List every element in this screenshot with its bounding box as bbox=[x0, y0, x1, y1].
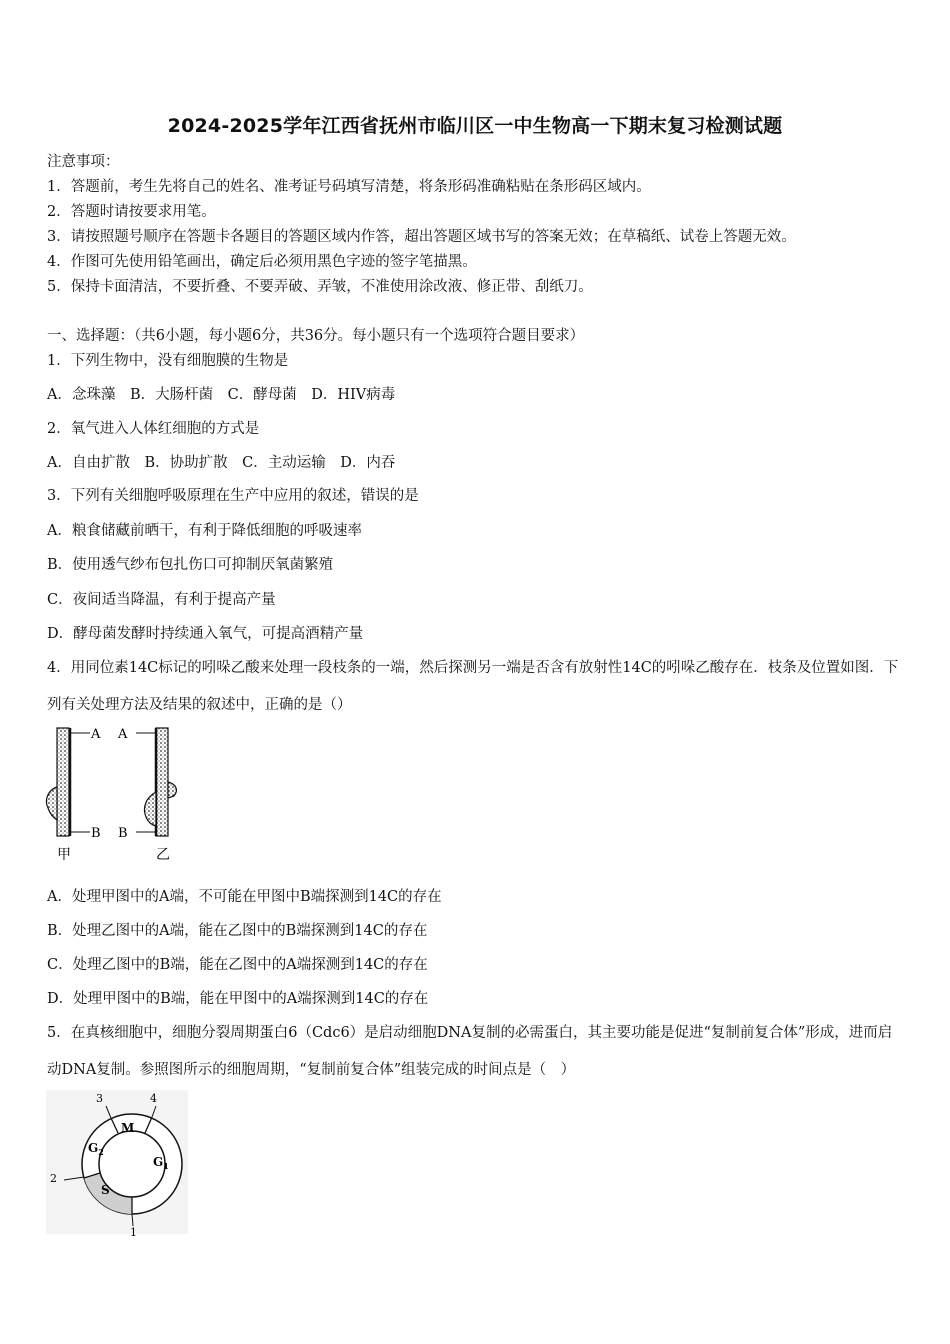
q5-stem: 5．在真核细胞中，细胞分裂周期蛋白6（Cdc6）是启动细胞DNA复制的必需蛋白，其主要功能是促进“复制前复合体”形成，进而启动DNA复制。参照图所示的细胞周期，“复制前复合体”组装完成的时间点是（ ） bbox=[47, 1025, 893, 1078]
q4-label-jia: 甲 bbox=[57, 847, 71, 863]
point-3-label: 3 bbox=[96, 1092, 103, 1105]
q3-option-a: A．粮食储藏前晒干，有利于降低细胞的呼吸速率 bbox=[47, 523, 362, 539]
q4-label-a-left: A bbox=[91, 727, 101, 742]
q4-branch-figure bbox=[40, 722, 190, 867]
point-2-label: 2 bbox=[50, 1172, 57, 1185]
branch-yi bbox=[136, 728, 176, 836]
q1-stem: 1．下列生物中，没有细胞膜的生物是 bbox=[47, 353, 289, 369]
q4-option-d: D．处理甲图中的B端，能在甲图中的A端探测到14C的存在 bbox=[47, 991, 429, 1007]
q4-option-b: B．处理乙图中的A端，能在乙图中的B端探测到14C的存在 bbox=[47, 923, 428, 939]
point-1-label: 1 bbox=[130, 1226, 137, 1238]
branch-jia bbox=[46, 728, 90, 836]
q4-label-yi: 乙 bbox=[156, 847, 170, 863]
q3-option-b: B．使用透气纱布包扎伤口可抑制厌氧菌繁殖 bbox=[47, 557, 334, 573]
q4-option-a: A．处理甲图中的A端，不可能在甲图中B端探测到14C的存在 bbox=[47, 889, 442, 905]
q2-stem: 2．氧气进入人体红细胞的方式是 bbox=[47, 421, 260, 437]
q4-label-a-right: A bbox=[118, 727, 128, 742]
notice-item-4: 4．作图可先使用铅笔画出，确定后必须用黑色字迹的签字笔描黑。 bbox=[47, 254, 477, 270]
phase-m-label: M bbox=[121, 1121, 135, 1135]
q5-cell-cycle-figure bbox=[44, 1088, 192, 1238]
q3-option-c: C．夜间适当降温，有利于提高产量 bbox=[47, 592, 276, 608]
notice-item-5: 5．保持卡面清洁，不要折叠、不要弄破、弄皱，不准使用涂改液、修正带、刮纸刀。 bbox=[47, 279, 593, 295]
q2-options: A．自由扩散 B．协助扩散 C．主动运输 D．内吞 bbox=[47, 455, 396, 471]
q4-option-c: C．处理乙图中的B端，能在乙图中的A端探测到14C的存在 bbox=[47, 957, 428, 973]
q3-option-d: D．酵母菌发酵时持续通入氧气，可提高酒精产量 bbox=[47, 626, 364, 642]
q4-label-b-right: B bbox=[118, 826, 128, 841]
q3-stem: 3．下列有关细胞呼吸原理在生产中应用的叙述，错误的是 bbox=[47, 488, 419, 504]
page-title: 2024-2025学年江西省抚州市临川区一中生物高一下期末复习检测试题 bbox=[167, 115, 783, 137]
notice-item-3: 3．请按照题号顺序在答题卡各题目的答题区域内作答，超出答题区域书写的答案无效；在草稿纸、试卷上答题无效。 bbox=[47, 229, 796, 245]
point-4-label: 4 bbox=[150, 1092, 157, 1105]
section-heading: 一、选择题：（共6小题，每小题6分，共36分。每小题只有一个选项符合题目要求） bbox=[47, 328, 585, 344]
phase-g1-label: $G_1$ bbox=[153, 1155, 169, 1171]
notice-heading: 注意事项： bbox=[47, 154, 120, 170]
q4-label-b-left: B bbox=[91, 826, 101, 841]
notice-item-1: 1．答题前，考生先将自己的姓名、准考证号码填写清楚，将条形码准确粘贴在条形码区域内。 bbox=[47, 179, 651, 195]
notice-item-2: 2．答题时请按要求用笔。 bbox=[47, 204, 216, 220]
phase-s-label: S bbox=[101, 1183, 110, 1197]
q4-stem: 4．用同位素14C标记的吲哚乙酸来处理一段枝条的一端，然后探测另一端是否含有放射性14C的吲哚乙酸存在．枝条及位置如图．下列有关处理方法及结果的叙述中，正确的是（） bbox=[47, 660, 899, 713]
phase-g2-label: $G_2$ bbox=[88, 1141, 104, 1157]
q1-options: A．念珠藻 B．大肠杆菌 C．酵母菌 D．HIV病毒 bbox=[47, 387, 396, 403]
